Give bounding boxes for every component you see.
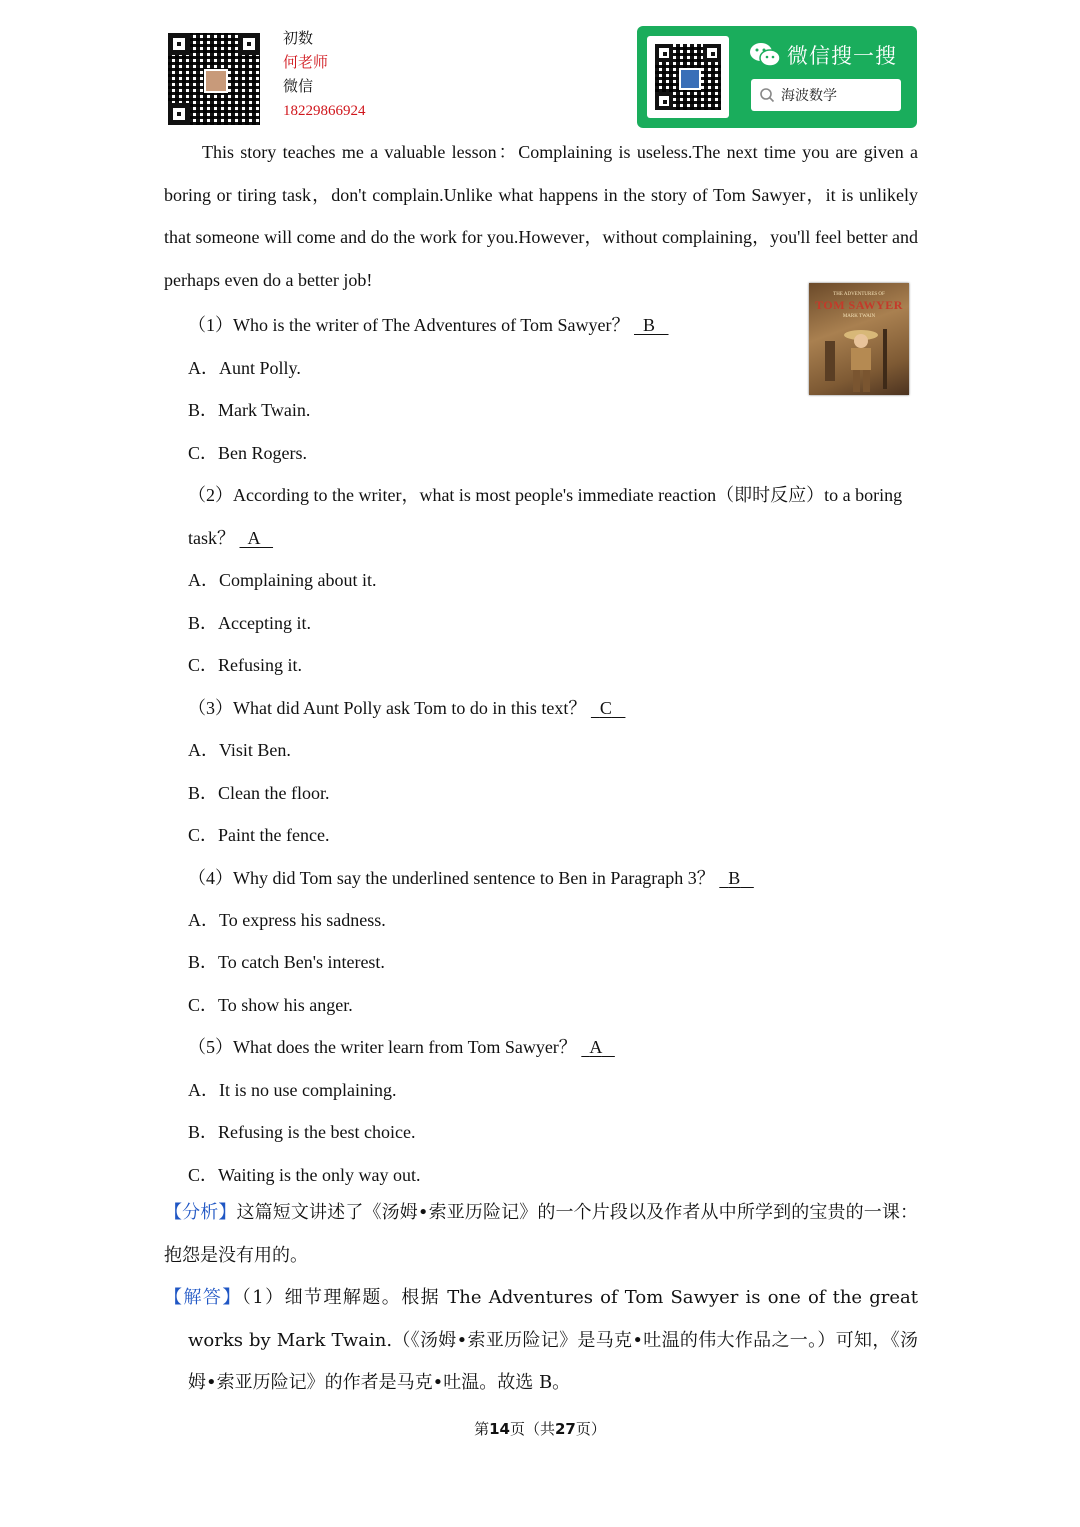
wechat-search-card <box>637 26 917 128</box>
wechat-search-text: 海波数学 <box>781 88 837 104</box>
question-1-stem: （1）Who is the writer of The Adventures of Tom Sawyer？ <box>188 315 630 335</box>
question-5-answer: A <box>589 1037 602 1057</box>
wechat-qr-frame <box>647 36 729 118</box>
question-3-option-b: B．Clean the floor. <box>188 783 330 803</box>
footer-prefix: 第 <box>474 1420 490 1438</box>
question-2-option-a: A．Complaining about it. <box>188 570 377 590</box>
wechat-title <box>749 40 897 70</box>
question-2-option-b: B．Accepting it. <box>188 613 311 633</box>
qr-center-photo <box>204 69 228 93</box>
question-1 <box>188 311 669 337</box>
question-2-stem-cont: task？ <box>188 528 235 548</box>
solution-text: （1）细节理解题。根据 The Adventures of Tom Sawyer is one of the great works by Mark Twain.（《汤姆•索亚历险记》是马克•吐温的伟大作品之一。）可知，《汤姆•索亚历险记》的作者是马克•吐温。故选 B。 <box>188 1287 918 1393</box>
question-4-stem: （4）Why did Tom say the underlined sentence to Ben in Paragraph 3？ <box>188 868 715 888</box>
qr-code-left <box>168 33 260 125</box>
footer-page-number: 14 <box>489 1420 510 1438</box>
wechat-logo-icon <box>749 42 781 68</box>
book-cover-image <box>809 283 909 395</box>
contact-phone: 18229866924 <box>283 103 366 119</box>
question-3-stem: （3）What did Aunt Polly ask Tom to do in this text？ <box>188 698 587 718</box>
question-1-option-a: A．Aunt Polly. <box>188 358 301 378</box>
question-5-option-b: B．Refusing is the best choice. <box>188 1122 416 1142</box>
question-2-answer: A <box>247 528 260 548</box>
book-title-small: THE ADVENTURES OF <box>833 292 885 297</box>
contact-info <box>283 27 366 123</box>
question-1-option-b: B．Mark Twain. <box>188 400 311 420</box>
analysis-block <box>164 1192 918 1277</box>
question-1-option-c: C．Ben Rogers. <box>188 443 307 463</box>
solution-block <box>164 1277 918 1405</box>
question-3 <box>188 694 625 720</box>
question-1-answer: B <box>643 315 656 335</box>
question-5-option-a: A．It is no use complaining. <box>188 1080 397 1100</box>
question-3-option-c: C．Paint the fence. <box>188 825 330 845</box>
wechat-qr-center-logo <box>679 68 701 90</box>
question-2-stem: （2）According to the writer，what is most people's immediate reaction（即时反应）to a boring <box>188 485 903 505</box>
question-5 <box>188 1033 615 1059</box>
page-footer <box>0 1418 1080 1439</box>
analysis-tag: 【分析】 <box>164 1202 237 1223</box>
footer-middle: 页（共 <box>509 1420 555 1438</box>
analysis-text: 这篇短文讲述了《汤姆•索亚历险记》的一个片段以及作者从中所学到的宝贵的一课：抱怨是没有用的。 <box>164 1202 918 1266</box>
question-4 <box>188 864 754 890</box>
question-5-stem: （5）What does the writer learn from Tom Sawyer？ <box>188 1037 577 1057</box>
wechat-qr-code <box>655 44 721 110</box>
wechat-title-text: 微信搜一搜 <box>787 44 897 68</box>
contact-subject: 初数 <box>283 31 314 47</box>
contact-teacher: 何老师 <box>283 55 329 71</box>
question-2 <box>188 524 273 550</box>
question-4-option-b: B．To catch Ben's interest. <box>188 952 385 972</box>
book-author: MARK TWAIN <box>842 314 876 319</box>
solution-tag: 【解答】 <box>164 1287 242 1308</box>
question-5-option-c: C．Waiting is the only way out. <box>188 1165 421 1185</box>
question-4-option-c: C．To show his anger. <box>188 995 353 1015</box>
question-4-answer: B <box>728 868 741 888</box>
question-3-answer: C <box>599 698 612 718</box>
question-2-option-c: C．Refusing it. <box>188 655 303 675</box>
footer-suffix: 页） <box>575 1420 606 1438</box>
passage-paragraph: This story teaches me a valuable lesson：Complaining is useless.The next time you are given a boring or tiring task，don't complain.Unlike what happens in the story of Tom Sawyer，it is unlikely that someone will come and do the work for you.However，without complaining，you'll feel better and perhaps even do a better job! <box>164 142 918 290</box>
footer-total-pages: 27 <box>555 1420 576 1438</box>
contact-wechat-label: 微信 <box>283 79 314 95</box>
question-4-option-a: A．To express his sadness. <box>188 910 386 930</box>
wechat-search-box[interactable] <box>751 79 901 111</box>
question-3-option-a: A．Visit Ben. <box>188 740 291 760</box>
book-title-big: TOM SAWYER <box>815 298 903 312</box>
search-icon <box>759 87 775 103</box>
boy-figure-illustration <box>809 321 909 395</box>
